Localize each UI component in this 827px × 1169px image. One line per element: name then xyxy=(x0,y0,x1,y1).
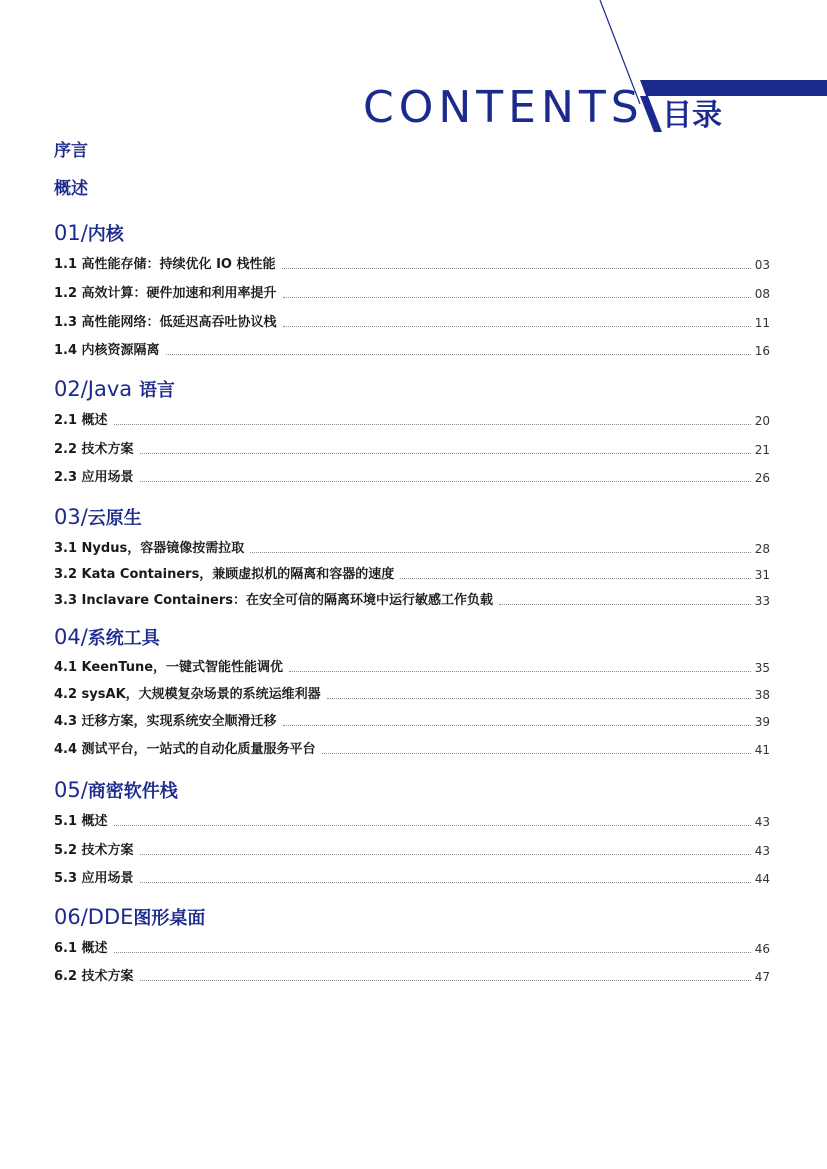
toc-entry[interactable] xyxy=(54,812,770,830)
toc-entry-label: 6.2 技术方案 xyxy=(54,969,134,984)
toc-entry[interactable] xyxy=(54,869,770,887)
contents-heading: CONTENTS xyxy=(363,82,644,133)
toc-entry[interactable] xyxy=(54,313,770,331)
toc-entry-page: 33 xyxy=(754,594,770,608)
toc-entry-page: 44 xyxy=(754,872,770,886)
toc-entry-page: 47 xyxy=(754,970,770,984)
toc-entry-page: 41 xyxy=(754,743,770,757)
page-header xyxy=(0,0,827,140)
toc-entry-page: 21 xyxy=(754,443,770,457)
dot-leader xyxy=(322,753,751,754)
toc-entry-label: 1.3 高性能网络：低延迟高吞吐协议栈 xyxy=(54,315,277,330)
toc-entry[interactable] xyxy=(54,255,770,273)
dot-leader xyxy=(166,354,751,355)
toc-entry-label: 2.1 概述 xyxy=(54,413,108,428)
dot-leader xyxy=(114,952,751,953)
chapter-01-heading[interactable] xyxy=(54,220,124,248)
toc-entry[interactable] xyxy=(54,939,770,957)
toc-entry-page: 31 xyxy=(754,568,770,582)
chapter-title: 图形桌面 xyxy=(133,908,206,929)
toc-entry-label: 4.3 迁移方案，实现系统安全顺滑迁移 xyxy=(54,714,277,729)
dot-leader xyxy=(140,980,751,981)
toc-entry-label: 1.1 高性能存储：持续优化 IO 栈性能 xyxy=(54,257,276,272)
toc-entry-label: 4.4 测试平台，一站式的自动化质量服务平台 xyxy=(54,742,316,757)
chapter-title: 语言 xyxy=(138,380,175,401)
toc-entry[interactable] xyxy=(54,539,770,557)
chapter-number: 02/Java xyxy=(54,377,133,401)
dot-leader xyxy=(114,825,751,826)
toc-entry-page: 26 xyxy=(754,471,770,485)
chapter-title: 系统工具 xyxy=(87,628,160,649)
toc-entry[interactable] xyxy=(54,740,770,758)
chapter-number: 03/ xyxy=(54,505,88,529)
chapter-04-heading[interactable] xyxy=(54,624,160,652)
toc-entry[interactable] xyxy=(54,341,770,359)
toc-entry[interactable] xyxy=(54,284,770,302)
toc-entry-page: 11 xyxy=(754,316,770,330)
dot-leader xyxy=(327,698,751,699)
toc-entry-label: 5.1 概述 xyxy=(54,814,108,829)
toc-entry-label: 1.2 高效计算：硬件加速和利用率提升 xyxy=(54,286,277,301)
dot-leader xyxy=(283,297,751,298)
dot-leader xyxy=(140,854,751,855)
toc-entry[interactable] xyxy=(54,658,770,676)
dot-leader xyxy=(140,453,751,454)
toc-entry-label: 3.1 Nydus，容器镜像按需拉取 xyxy=(54,541,245,556)
dot-leader xyxy=(250,552,751,553)
toc-entry-page: 08 xyxy=(754,287,770,301)
toc-entry-label: 2.3 应用场景 xyxy=(54,470,134,485)
toc-entry[interactable] xyxy=(54,841,770,859)
toc-entry[interactable] xyxy=(54,468,770,486)
chapter-02-heading[interactable] xyxy=(54,376,175,404)
toc-entry[interactable] xyxy=(54,967,770,985)
toc-preface-link[interactable]: 序言 xyxy=(54,141,88,161)
chapter-number: 01/ xyxy=(54,221,88,245)
toc-entry[interactable] xyxy=(54,712,770,730)
toc-entry-page: 16 xyxy=(754,344,770,358)
dot-leader xyxy=(289,671,751,672)
mulu-heading: 目录 xyxy=(662,98,722,133)
chapter-number: 04/ xyxy=(54,625,88,649)
dot-leader xyxy=(499,604,751,605)
dot-leader xyxy=(283,725,751,726)
toc-entry-label: 3.3 Inclavare Containers：在安全可信的隔离环境中运行敏感工作负载 xyxy=(54,593,493,608)
chapter-03-heading[interactable] xyxy=(54,504,142,532)
toc-entry-page: 20 xyxy=(754,414,770,428)
dot-leader xyxy=(282,268,751,269)
chapter-05-heading[interactable] xyxy=(54,777,178,805)
toc-entry-page: 43 xyxy=(754,815,770,829)
toc-entry[interactable] xyxy=(54,440,770,458)
toc-entry[interactable] xyxy=(54,591,770,609)
toc-entry-label: 3.2 Kata Containers，兼顾虚拟机的隔离和容器的速度 xyxy=(54,567,395,582)
toc-entry-label: 5.3 应用场景 xyxy=(54,871,134,886)
toc-entry-page: 35 xyxy=(754,661,770,675)
dot-leader xyxy=(114,424,751,425)
chapter-title: 商密软件栈 xyxy=(87,781,178,802)
toc-entry[interactable] xyxy=(54,685,770,703)
dot-leader xyxy=(400,578,750,579)
toc-overview-link[interactable]: 概述 xyxy=(54,179,88,199)
toc-entry-page: 28 xyxy=(754,542,770,556)
toc-entry-label: 4.1 KeenTune，一键式智能性能调优 xyxy=(54,660,284,675)
dot-leader xyxy=(140,481,751,482)
toc-entry-page: 39 xyxy=(754,715,770,729)
chapter-number: 06/DDE xyxy=(54,905,134,929)
toc-entry-page: 46 xyxy=(754,942,770,956)
toc-entry-label: 2.2 技术方案 xyxy=(54,442,134,457)
dot-leader xyxy=(283,326,751,327)
toc-entry-label: 1.4 内核资源隔离 xyxy=(54,343,160,358)
toc-entry-label: 5.2 技术方案 xyxy=(54,843,134,858)
chapter-06-heading[interactable] xyxy=(54,904,205,932)
toc-entry-label: 4.2 sysAK，大规模复杂场景的系统运维利器 xyxy=(54,687,321,702)
toc-entry-label: 6.1 概述 xyxy=(54,941,108,956)
chapter-title: 云原生 xyxy=(87,508,142,529)
toc-entry-page: 03 xyxy=(754,258,770,272)
toc-entry[interactable] xyxy=(54,565,770,583)
toc-entry[interactable] xyxy=(54,411,770,429)
chapter-number: 05/ xyxy=(54,778,88,802)
dot-leader xyxy=(140,882,751,883)
toc-entry-page: 43 xyxy=(754,844,770,858)
chapter-title: 内核 xyxy=(87,224,124,245)
toc-entry-page: 38 xyxy=(754,688,770,702)
